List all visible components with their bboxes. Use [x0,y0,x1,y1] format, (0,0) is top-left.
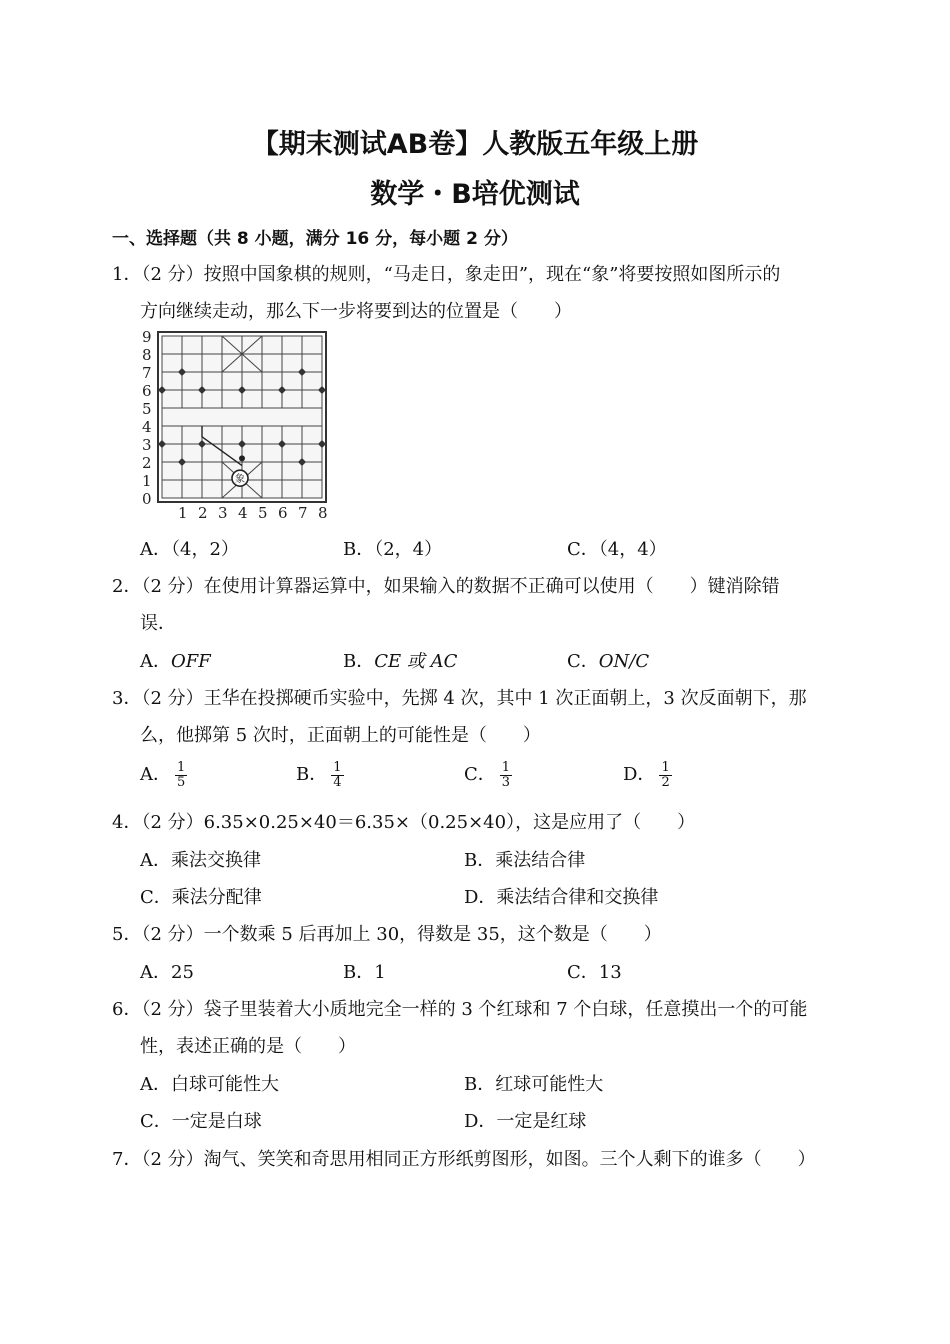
q4-option-b: B．乘法结合律 [464,850,586,871]
q2-line-2: 误． [140,613,176,634]
q7-line-1: 7．（2 分）淘气、笑笑和奇思用相同正方形纸剪图形，如图。三个人剩下的谁多（ ） [112,1149,816,1170]
fraction-numerator: 1 [501,759,511,775]
xiangqi-piece-label: 象 [235,474,245,486]
board-y-label: 7 [142,364,152,382]
q3-option-d [623,760,672,790]
q3-option-d-fraction [659,761,671,790]
q2-option-b [343,647,457,673]
section-heading: 一、选择题（共 8 小题，满分 16 分，每小题 2 分） [112,229,518,249]
q3-option-c-letter: C． [464,764,496,785]
board-y-label: 2 [142,454,152,472]
q5-option-c: C．13 [567,962,622,983]
q4-option-c: C．乘法分配律 [140,887,262,908]
board-y-label: 6 [142,382,152,400]
q2-option-c-letter: C． [567,651,599,672]
q3-option-b-fraction [331,761,343,790]
q3-option-a-letter: A． [140,764,171,785]
board-y-label: 5 [142,400,152,418]
board-x-label: 6 [278,504,288,520]
q2-option-a-text: OFF [171,651,211,672]
board-y-label: 1 [142,472,152,490]
q3-line-2: 么，他掷第 5 次时，正面朝上的可能性是（ ） [140,725,541,746]
q2-option-c [567,647,649,673]
q6-line-1: 6．（2 分）袋子里装着大小质地完全一样的 3 个红球和 7 个白球，任意摸出一个的可能 [112,999,808,1020]
board-y-label: 0 [142,490,152,508]
board-y-label: 4 [142,418,152,436]
fraction-numerator: 1 [333,759,342,775]
board-x-label: 3 [218,504,228,520]
q1-option-c: C．（4，4） [567,539,667,560]
q2-line-1: 2．（2 分）在使用计算器运算中，如果输入的数据不正确可以使用（ ）键消除错 [112,576,780,597]
q2-option-c-text: ON/C [598,651,650,672]
board-x-label: 5 [258,504,268,520]
q2-option-b-text: CE 或 AC [374,651,458,672]
q1-option-a: A．（4，2） [140,539,239,560]
board-y-label: 9 [142,330,152,346]
board-x-label: 1 [178,504,188,520]
board-x-label: 7 [298,504,308,520]
chess-board-figure [136,330,336,520]
q4-line-1: 4．（2 分）6.35×0.25×40＝6.35×（0.25×40），这是应用了（ ） [112,812,696,833]
q3-line-1: 3．（2 分）王华在投掷硬币实验中，先掷 4 次，其中 1 次正面朝上，3 次反面朝下，那 [112,688,807,709]
fraction-denominator: 4 [333,774,342,790]
q3-option-b-letter: B． [296,764,328,785]
board-x-label: 4 [238,504,248,520]
q3-option-c-fraction [500,761,512,790]
board-x-label: 2 [198,504,208,520]
fraction-denominator: 5 [177,774,186,790]
title-line-1: 【期末测试AB卷】人教版五年级上册 [251,129,699,160]
q3-option-a-fraction [175,761,187,790]
path-point [239,455,245,461]
board-y-label: 3 [142,436,152,454]
q1-line-2: 方向继续走动，那么下一步将要到达的位置是（ ） [140,301,572,322]
q1-option-b: B．（2，4） [343,539,443,560]
q3-option-a [140,760,187,790]
q6-line-2: 性，表述正确的是（ ） [140,1036,356,1057]
q5-option-b: B．1 [343,962,386,983]
q6-option-a: A．白球可能性大 [140,1074,279,1095]
q3-option-c [464,760,512,790]
fraction-numerator: 1 [661,759,670,775]
q4-option-a: A．乘法交换律 [140,850,261,871]
q5-line-1: 5．（2 分）一个数乘 5 后再加上 30，得数是 35，这个数是（ ） [112,924,662,945]
q4-option-d: D．乘法结合律和交换律 [464,887,659,908]
fraction-numerator: 1 [177,759,186,775]
title-line-2: 数学・B培优测试 [370,179,580,210]
board-y-label: 8 [142,346,152,364]
q1-line-1: 1．（2 分）按照中国象棋的规则，“马走日，象走田”，现在“象”将要按照如图所示的 [112,264,781,285]
q2-option-a [140,647,211,673]
fraction-denominator: 2 [661,774,670,790]
q3-option-d-letter: D． [623,764,656,785]
q2-option-b-letter: B． [343,651,375,672]
q2-option-a-letter: A． [140,651,171,672]
q6-option-d: D．一定是红球 [464,1111,587,1132]
q6-option-c: C．一定是白球 [140,1111,262,1132]
fraction-denominator: 3 [501,774,511,790]
q3-option-b [296,760,344,790]
board-x-label: 8 [318,504,328,520]
q5-option-a: A．25 [140,962,194,983]
q6-option-b: B．红球可能性大 [464,1074,604,1095]
